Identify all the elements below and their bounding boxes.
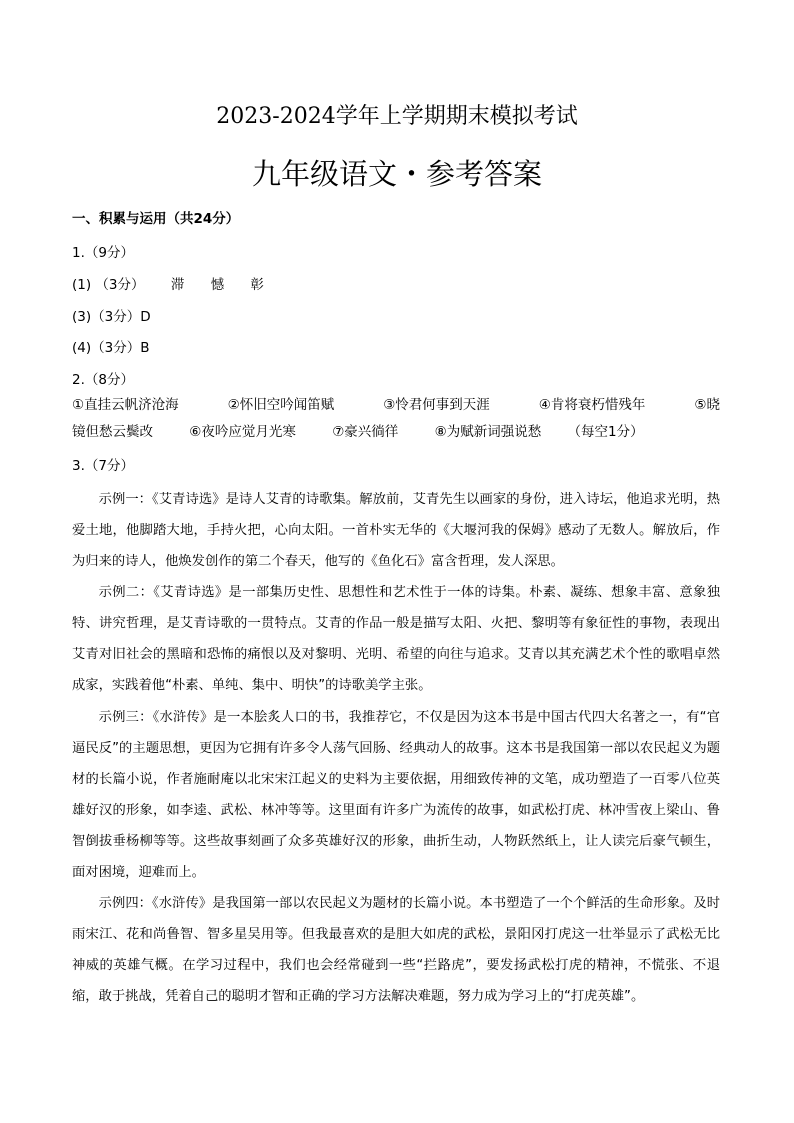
poem-answer-8: ⑧为赋新词强说愁: [434, 424, 542, 440]
answer-char-1: 滞: [170, 277, 185, 293]
scoring-note: （每空1分）: [567, 424, 644, 440]
question-1-part-4: (4)（3分）B: [72, 340, 150, 356]
poem-answer-5-end: 镜但愁云鬓改: [72, 424, 153, 440]
part-1-label: (1) （3分）: [72, 277, 145, 293]
example-paragraph-1: 示例一：《艾青诗选》是诗人艾青的诗歌集。解放前，艾青先生以画家的身份，进入诗坛，他追求光明，热爱土地，他脚踏大地，手持火把，心向太阳。一首朴实无华的《大堰河我的保姆》感动了无数人。解放后，作为归来的诗人，他焕发创作的第二个春天，他写的《鱼化石》富含哲理，发人深思。: [72, 492, 720, 570]
question-2-answers-line-2: [72, 422, 644, 442]
example-paragraph-2: 示例二：《艾青诗选》是一部集历史性、思想性和艺术性于一体的诗集。朴素、凝练、想象丰富、意象独特、讲究哲理，是艾青诗歌的一贯特点。艾青的作品一般是描写太阳、火把、黎明等有象征性的事物，表现出艾青对旧社会的黑暗和恐怖的痛恨以及对黎明、光明、希望的向往与追求。艾青以其充满艺术个性的歌唱卓然成家，实践着他“朴素、单纯、集中、明快”的诗歌美学主张。: [72, 585, 720, 694]
answer-char-3: 彰: [250, 277, 264, 293]
example-paragraph-4: 示例四：《水浒传》是我国第一部以农民起义为题材的长篇小说。本书塑造了一个个鲜活的生命形象。及时雨宋江、花和尚鲁智、智多星吴用等。但我最喜欢的是胆大如虎的武松，景阳冈打虎这一壮举显示了武松无比神威的英雄气概。在学习过程中，我们也会经常碰到一些“拦路虎”，要发扬武松打虎的精神，不慌张、不退缩，敢于挑战，凭着自己的聪明才智和正确的学习方法解决难题，努力成为学习上的“打虎英雄”。: [72, 896, 720, 1005]
question-1-part-1: [72, 275, 264, 295]
poem-answer-6: ⑥夜吟应觉月光寒: [189, 424, 296, 440]
poem-answer-3: ③怜君何事到天涯: [383, 397, 490, 413]
poem-answer-7: ⑦豪兴徜徉: [332, 424, 399, 440]
poem-answer-2: ②怀旧空吟闻笛赋: [227, 397, 335, 413]
question-1-part-3: (3)（3分）D: [72, 309, 151, 325]
section-heading: 一、积累与运用（共24分）: [72, 211, 240, 227]
question-1-label: 1.（9分）: [72, 245, 134, 261]
question-2-label: 2.（8分）: [72, 372, 134, 388]
poem-answer-1: ①直挂云帆济沧海: [72, 397, 179, 413]
document-subtitle: 九年级语文・参考答案: [251, 157, 542, 191]
poem-answer-5-start: ⑤晓: [694, 397, 720, 413]
poem-answer-4: ④肯将衰朽惜残年: [538, 397, 646, 413]
question-2-answers-line-1: [72, 395, 720, 415]
example-paragraph-3: 示例三：《水浒传》是一本脍炙人口的书，我推荐它，不仅是因为这本书是中国古代四大名著之一，有“官逼民反”的主题思想，更因为它拥有许多令人荡气回肠、经典动人的故事。这本书是我国第一部以农民起义为题材的长篇小说，作者施耐庵以北宋宋江起义的史料为主要依据，用细致传神的文笔，成功塑造了一百零八位英雄好汉的形象，如李逵、武松、林冲等等。这里面有许多广为流传的故事，如武松打虎、林冲雪夜上梁山、鲁智倒拔垂杨柳等等。这些故事刻画了众多英雄好汉的形象，曲折生动，人物跃然纸上，让人读完后豪气顿生，面对困境，迎难而上。: [72, 710, 720, 881]
question-3-label: 3.（7分）: [72, 458, 134, 474]
answer-char-2: 憾: [210, 277, 225, 293]
exam-title: 2023-2024学年上学期期末模拟考试: [216, 104, 578, 129]
